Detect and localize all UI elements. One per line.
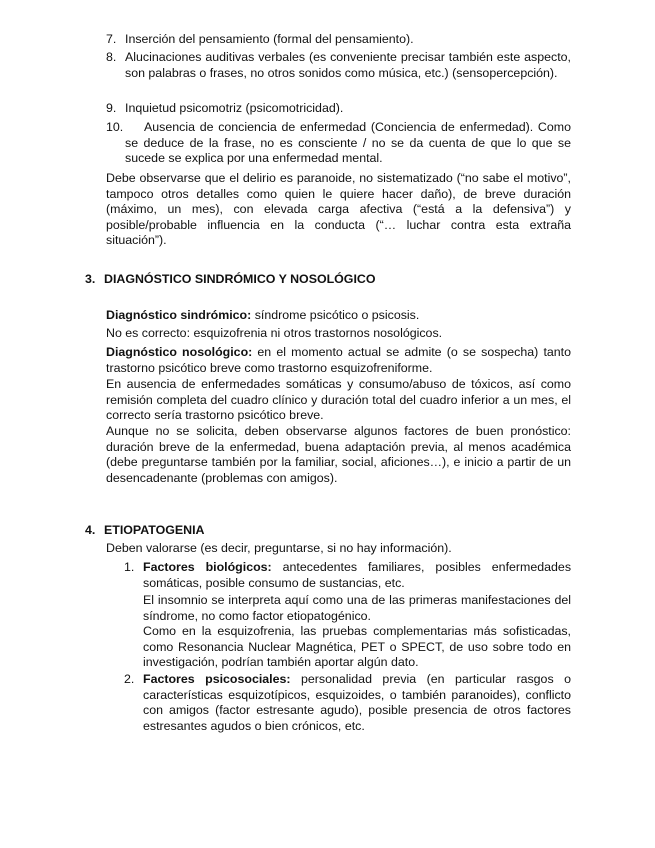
insomnio-paragraph: El insomnio se interpreta aquí como una de las primeras manifestaciones del síndrome, no como factor etiopatogénico. [143, 593, 571, 623]
pruebas-paragraph: Como en la esquizofrenia, las pruebas complementarias más sofisticadas, como Resonancia Nuclear Magnética, PET o SPECT, de uso sobre todo en investigación, podrían también aportar algún dato. [143, 624, 571, 669]
section-4-heading [85, 523, 205, 539]
list-number: 10. [106, 120, 124, 134]
list-number: 8. [106, 50, 117, 64]
factores-psicosociales-label: Factores psicosociales: [143, 672, 291, 686]
diagnostico-nosologico-text: en el momento actual se admite (o se sospecha) tanto trastorno psicótico breve como trastorno esquizofreniforme. [106, 345, 571, 375]
section-3-number: 3. [85, 272, 96, 286]
ausencia-paragraph: En ausencia de enfermedades somáticas y consumo/abuso de tóxicos, así como remisión completa del cuadro clínico y duración total del cuadro inferior a un mes, el correcto sería trastorno psicótico breve. [106, 377, 571, 422]
list-item-text: Inserción del pensamiento (formal del pensamiento). [125, 32, 414, 46]
diagnostico-nosologico-label: Diagnóstico nosológico: [106, 345, 253, 359]
delirio-paragraph: Debe observarse que el delirio es paranoide, no sistematizado (“no sabe el motivo”, tampoco otros detalles como quien le quiere hacer daño), de breve duración (máximo, un mes), con elevada carga afectiva (“está a la defensiva”) y posible/probable influencia en la conducta (“… luchar contra esta extraña situación”). [106, 171, 571, 247]
section-4-title: ETIOPATOGENIA [104, 523, 205, 537]
diagnostico-sindromico-label: Diagnóstico sindrómico: [106, 308, 252, 322]
list-number: 1. [124, 560, 135, 574]
etiopatogenia-intro: Deben valorarse (es decir, preguntarse, si no hay información). [106, 541, 452, 555]
section-3-title: DIAGNÓSTICO SINDRÓMICO Y NOSOLÓGICO [104, 272, 376, 286]
diagnostico-sindromico-paragraph [106, 308, 571, 324]
no-correcto-paragraph: No es correcto: esquizofrenia ni otros trastornos nosológicos. [106, 326, 443, 340]
factores-biologicos-label: Factores biológicos: [143, 560, 272, 574]
diagnostico-sindromico-text: síndrome psicótico o psicosis. [251, 308, 420, 322]
section-4-number: 4. [85, 523, 96, 537]
pronostico-paragraph: Aunque no se solicita, deben observarse algunos factores de buen pronóstico: duración breve de la enfermedad, buena adaptación previa, al menos académica (debe preguntarse también por la familiar, social, aficiones…), e inicio a partir de un desencadenante (problemas con amigos). [106, 424, 571, 485]
list-number: 9. [106, 101, 117, 115]
factores-psicosociales-paragraph [143, 672, 571, 734]
section-3-heading [85, 272, 375, 288]
list-item-text: Alucinaciones auditivas verbales (es conveniente precisar también este aspecto, son palabras o frases, no otros sonidos como música, etc.) (sensopercepción). [125, 50, 571, 80]
diagnostico-nosologico-paragraph [106, 345, 571, 376]
factores-psicosociales-text: personalidad previa (en particular rasgos o características esquizotípicos, esquizoides, o también paranoides), conflicto con amigos (factor estresante agudo), posible presencia de otros factores estresantes agudos o bien crónicos, etc. [143, 672, 571, 733]
list-item-text: Inquietud psicomotriz (psicomotricidad). [125, 101, 344, 115]
list-number: 7. [106, 32, 117, 46]
list-item-text: Ausencia de conciencia de enfermedad (Conciencia de enfermedad). Como se deduce de la frase, no es consciente / no se da cuenta de que lo que se sucede se explica por una enfermedad mental. [125, 120, 571, 165]
factores-biologicos-paragraph [143, 560, 571, 591]
list-number: 2. [124, 672, 135, 686]
factores-biologicos-text: antecedentes familiares, posibles enfermedades somáticas, posible consumo de sustancias, etc. [143, 560, 572, 590]
